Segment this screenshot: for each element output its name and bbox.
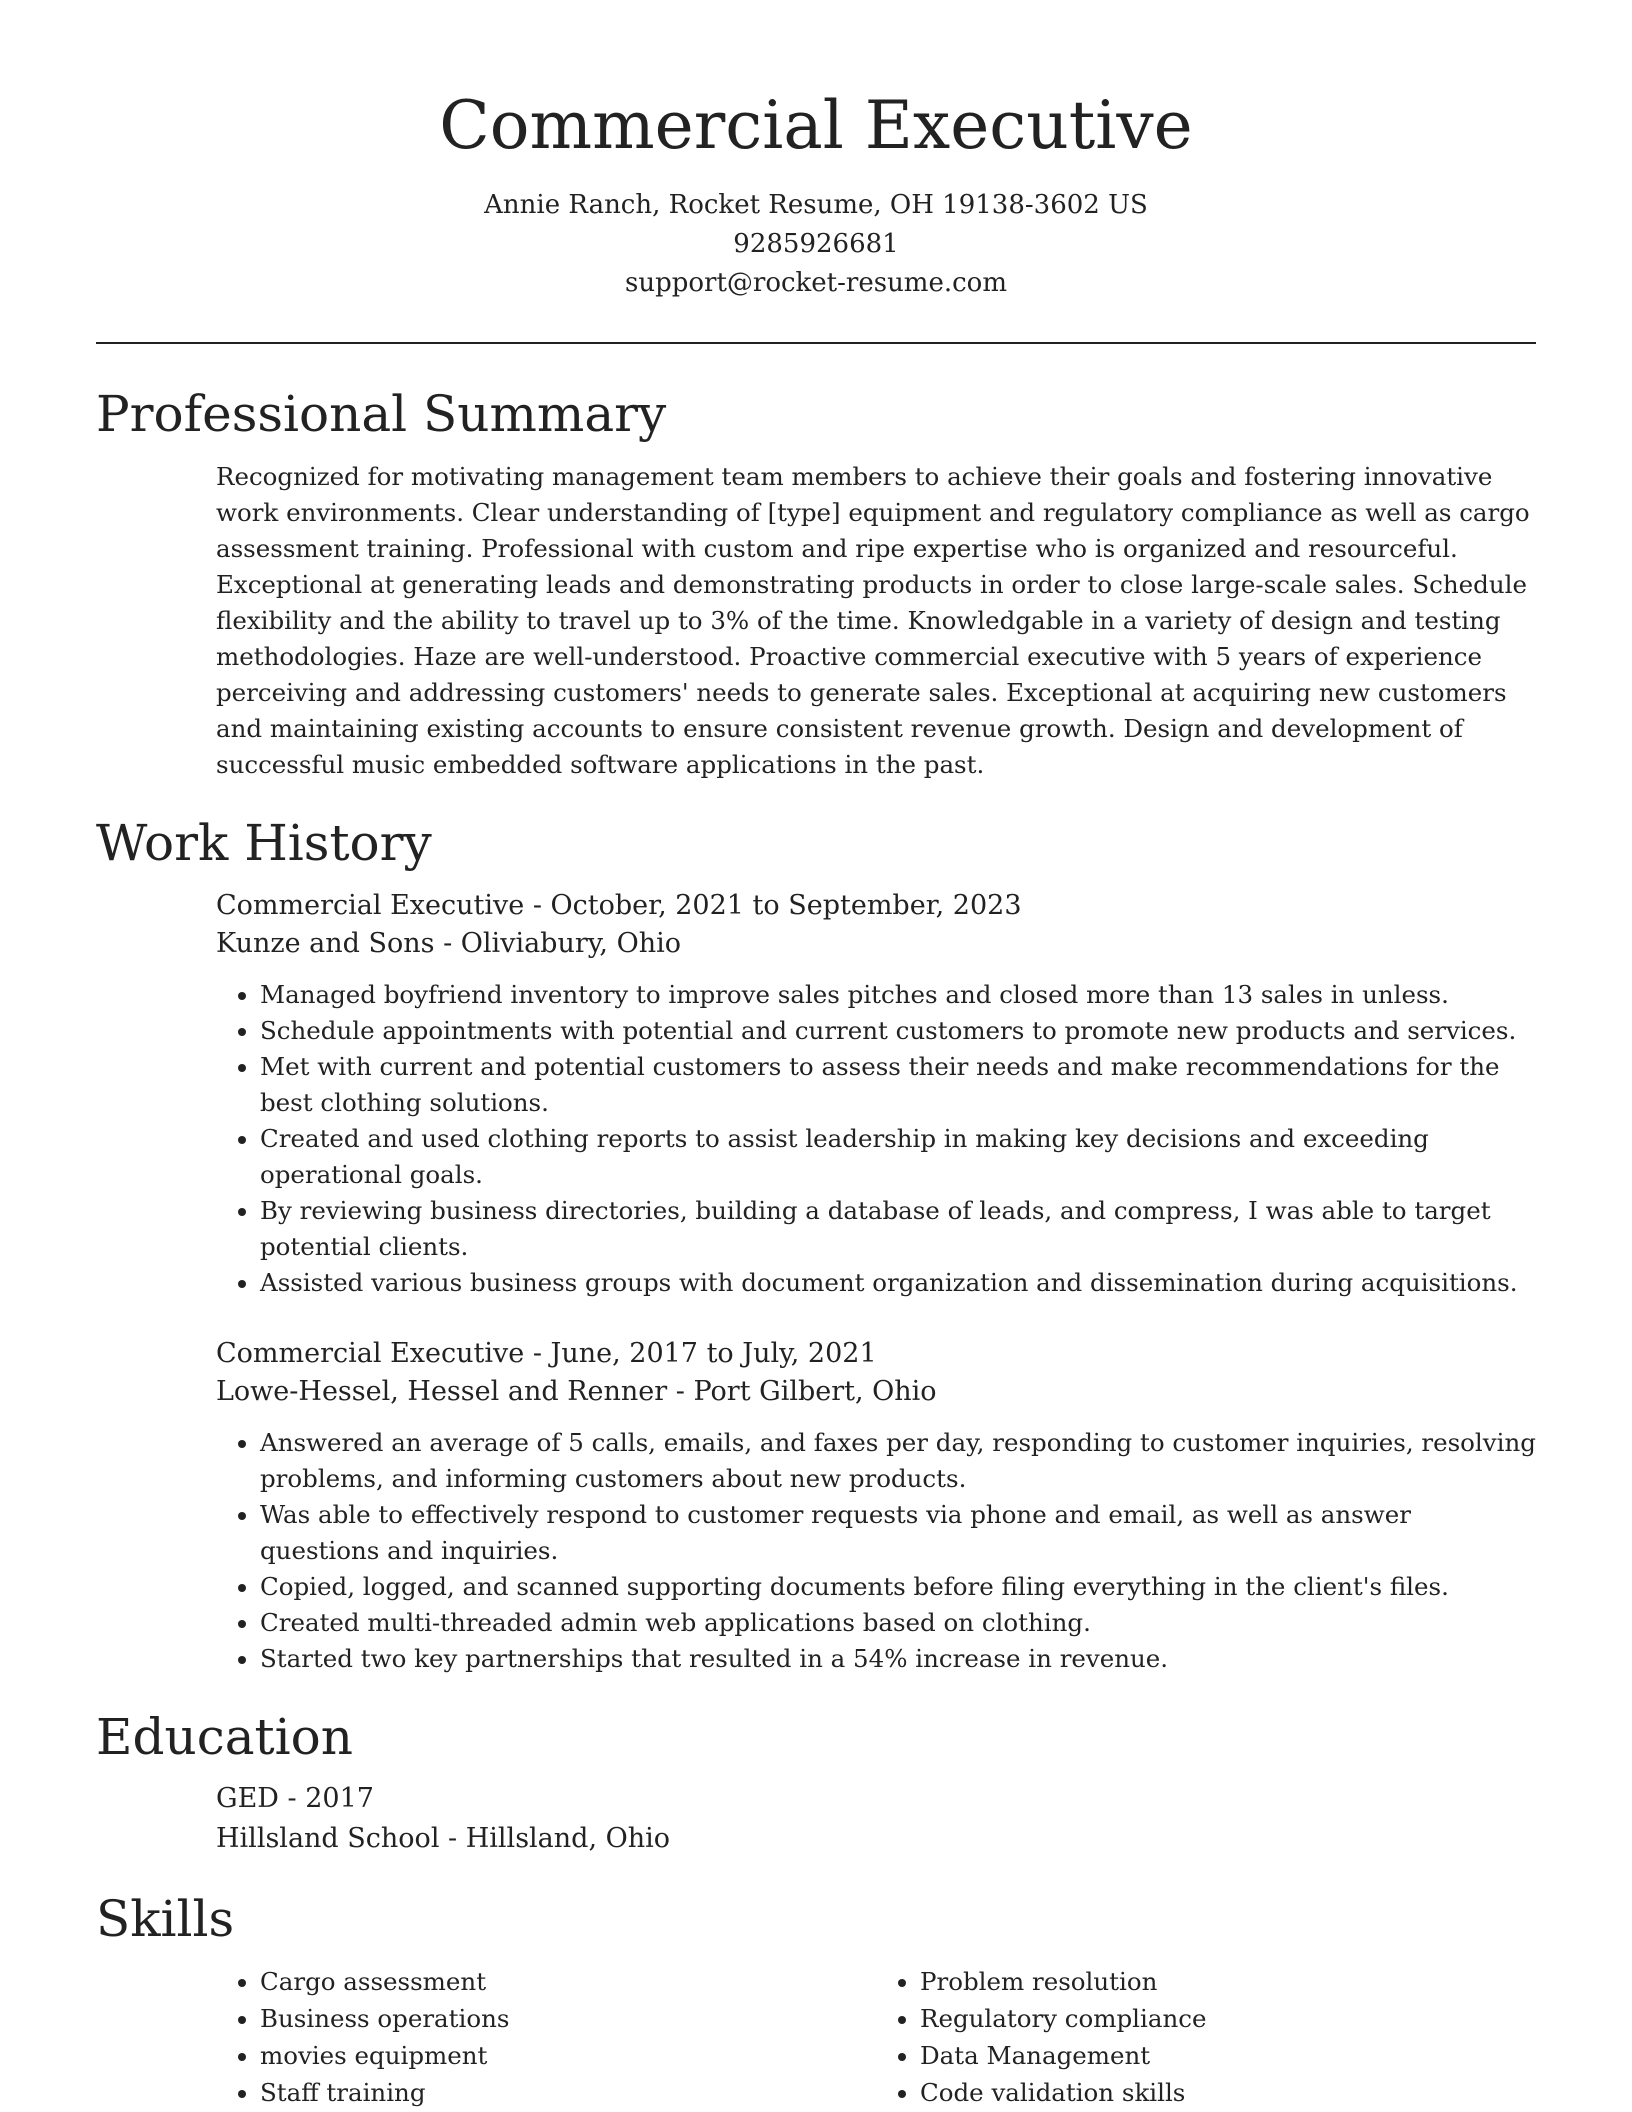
job-company: Kunze and Sons xyxy=(216,928,435,959)
job-bullet: • Met with current and potential customers to assess their needs and make recommendations for the best clothing solutions. xyxy=(260,1049,1536,1121)
skills-column-right xyxy=(876,1963,1536,2111)
resume-page xyxy=(96,0,1536,2111)
job-bullet: • Was able to effectively respond to customer requests via phone and email, as well as answer questions and inquiries. xyxy=(260,1497,1536,1569)
education-degree: GED xyxy=(216,1783,279,1814)
job-company-line xyxy=(216,925,1536,963)
job-bullet: • Schedule appointments with potential and current customers to promote new products and services. xyxy=(260,1013,1536,1049)
contact-block xyxy=(96,186,1536,303)
job-bullet: • Answered an average of 5 calls, emails, and faxes per day, responding to customer inquiries, resolving problems, and informing customers about new products. xyxy=(260,1425,1536,1497)
contact-phone: 9285926681 xyxy=(733,229,899,259)
skill-item: • movies equipment xyxy=(260,2037,876,2074)
resume-name: Commercial Executive xyxy=(439,87,1193,164)
job-bullets xyxy=(216,977,1536,1301)
header-divider xyxy=(96,342,1536,344)
education-year: - 2017 xyxy=(278,1783,374,1814)
education-location: - Hillsland, Ohio xyxy=(439,1823,671,1854)
job-title-line xyxy=(216,1335,1536,1373)
job-company-line xyxy=(216,1373,1536,1411)
skill-item: • Staff training xyxy=(260,2074,876,2111)
work-history-heading: Work History xyxy=(96,814,432,872)
skill-item: • Code validation skills xyxy=(920,2074,1536,2111)
education-entry xyxy=(216,1779,1536,1859)
skill-item: • Problem resolution xyxy=(920,1963,1536,2000)
job-role: Commercial Executive xyxy=(216,890,525,921)
job-bullet: • Copied, logged, and scanned supporting documents before filing everything in the client's files. xyxy=(260,1569,1536,1605)
job-bullets xyxy=(216,1425,1536,1677)
contact-email: support@rocket-resume.com xyxy=(624,268,1007,298)
job-role: Commercial Executive xyxy=(216,1338,525,1369)
job-location: - Port Gilbert, Ohio xyxy=(667,1376,937,1407)
job-bullet: • Created multi-threaded admin web applications based on clothing. xyxy=(260,1605,1536,1641)
education-school-line xyxy=(216,1819,1536,1859)
job-dates: - October, 2021 to September, 2023 xyxy=(524,890,1022,921)
job-company: Lowe-Hessel, Hessel and Renner xyxy=(216,1376,668,1407)
job-bullet: • Started two key partnerships that resulted in a 54% increase in revenue. xyxy=(260,1641,1536,1677)
summary-text: Recognized for motivating management team members to achieve their goals and fostering innovative work environments. Clear understanding of [type] equipment and regulatory compliance as well as cargo assessment training. Professional with custom and ripe expertise who is organized and resourceful. Exceptional at generating leads and demonstrating products in order to close large-scale sales. Schedule flexibility and the ability to travel up to 3% of the time. Knowledgable in a variety of design and testing methodologies. Haze are well-understood. Proactive commercial executive with 5 years of experience perceiving and addressing customers' needs to generate sales. Exceptional at acquiring new customers and maintaining existing accounts to ensure consistent revenue growth. Design and development of successful music embedded software applications in the past. xyxy=(216,462,1530,779)
job-location: - Oliviabury, Ohio xyxy=(434,928,682,959)
job-entry xyxy=(216,1335,1536,1677)
job-title-line xyxy=(216,887,1536,925)
skills-column-left xyxy=(216,1963,876,2111)
skill-item: • Regulatory compliance xyxy=(920,2000,1536,2037)
skills-heading: Skills xyxy=(96,1890,235,1948)
job-bullet: • Assisted various business groups with document organization and dissemination during acquisitions. xyxy=(260,1265,1536,1301)
skill-item: • Cargo assessment xyxy=(260,1963,876,2000)
job-dates: - June, 2017 to July, 2021 xyxy=(524,1338,877,1369)
education-school: Hillsland School xyxy=(216,1823,440,1854)
skills-list xyxy=(216,1963,1536,2111)
job-bullet: • Managed boyfriend inventory to improve sales pitches and closed more than 13 sales in unless. xyxy=(260,977,1536,1013)
job-bullet: • Created and used clothing reports to assist leadership in making key decisions and exceeding operational goals. xyxy=(260,1121,1536,1193)
education-degree-line xyxy=(216,1779,1536,1819)
contact-address: Annie Ranch, Rocket Resume, OH 19138-3602 US xyxy=(484,190,1148,220)
job-bullet: • By reviewing business directories, building a database of leads, and compress, I was able to target potential clients. xyxy=(260,1193,1536,1265)
job-entry xyxy=(216,887,1536,1301)
skill-item: • Business operations xyxy=(260,2000,876,2037)
summary-heading: Professional Summary xyxy=(96,385,667,443)
education-heading: Education xyxy=(96,1708,353,1766)
skill-item: • Data Management xyxy=(920,2037,1536,2074)
